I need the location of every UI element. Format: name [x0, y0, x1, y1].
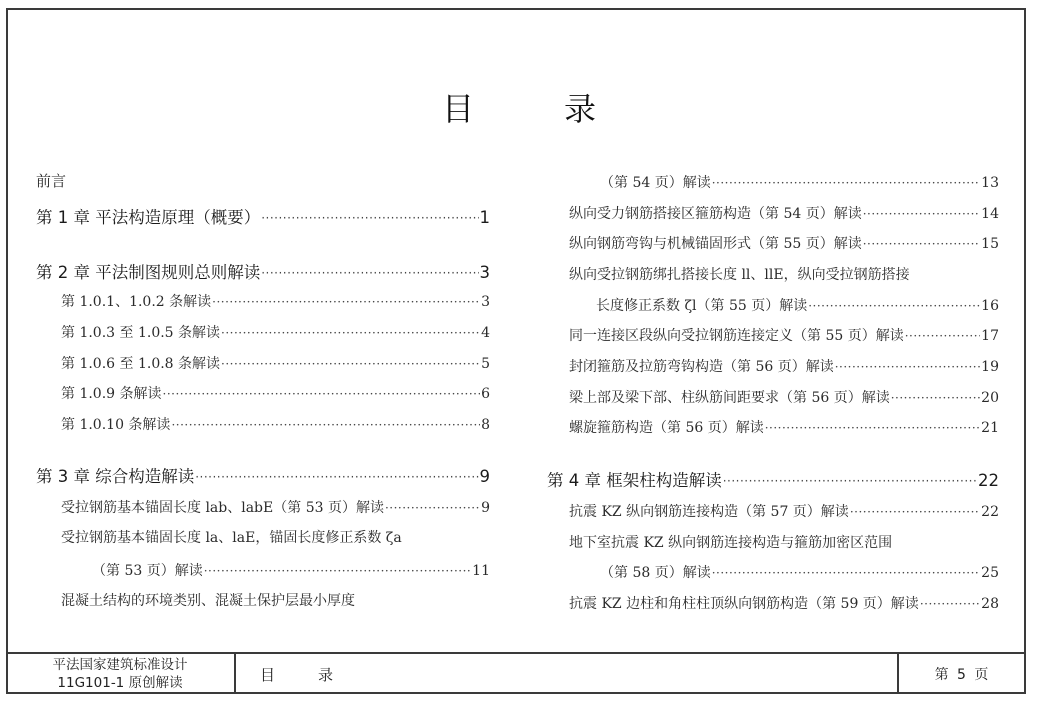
- leader-dots: [204, 562, 471, 580]
- leader-dots: [221, 355, 480, 373]
- toc-entry-section[interactable]: 纵向受力钢筋搭接区箍筋构造（第 54 页）解读 ····· 14: [547, 205, 999, 223]
- toc-entry-section[interactable]: 梁上部及梁下部、柱纵筋间距要求（第 56 页）解读 ····· 20: [547, 389, 999, 407]
- toc-entry-section[interactable]: 第 1.0.3 至 1.0.5 条解读 ····· 4: [36, 324, 490, 342]
- leader-dots: [712, 174, 980, 192]
- toc-entry-section[interactable]: 纵向钢筋弯钩与机械锚固形式（第 55 页）解读 ····· 15: [547, 235, 999, 253]
- leader-dots: [920, 595, 980, 613]
- toc-entry-section[interactable]: 螺旋箍筋构造（第 56 页）解读 ····· 21: [547, 419, 999, 437]
- leader-dots: [261, 264, 478, 282]
- toc-entry-section[interactable]: 第 1.0.9 条解读 ····· 6: [36, 385, 490, 403]
- leader-dots: [905, 327, 980, 345]
- page-number: 25: [981, 565, 999, 581]
- leader-dots: [212, 293, 480, 311]
- page-number: 1: [479, 208, 490, 227]
- page-title: [0, 84, 1038, 130]
- toc-entry-section[interactable]: 封闭箍筋及拉筋弯钩构造（第 56 页）解读 ····· 19: [547, 358, 999, 376]
- page-number: 19: [981, 359, 999, 375]
- toc-entry-section[interactable]: 同一连接区段纵向受拉钢筋连接定义（第 55 页）解读 ····· 17: [547, 327, 999, 345]
- page-label: 第 5 页: [934, 667, 991, 683]
- toc-entry-section[interactable]: 地下室抗震 KZ 纵向钢筋连接构造与箍筋加密区范围: [569, 535, 893, 551]
- toc-entry-chapter-4[interactable]: 第 4 章 框架柱构造解读 ····· 22: [547, 472, 999, 490]
- section-title-cell: [236, 654, 899, 694]
- leader-dots: [765, 419, 980, 437]
- toc-entry-continuation[interactable]: （第 53 页）解读 ····· 11: [36, 562, 490, 580]
- page-number-cell: [899, 654, 1026, 694]
- page-number: 22: [978, 471, 999, 490]
- toc-entry-section[interactable]: 纵向受拉钢筋绑扎搭接长度 ll、llE，纵向受拉钢筋搭接: [569, 267, 910, 283]
- leader-dots: [261, 209, 478, 227]
- page-number: 4: [481, 325, 490, 341]
- page-number: 15: [981, 236, 999, 252]
- title-char-1: 目: [441, 90, 474, 128]
- series-cell: [6, 654, 236, 694]
- page-number: 17: [981, 328, 999, 344]
- leader-dots: [221, 324, 480, 342]
- page-number: 3: [479, 263, 490, 282]
- page-number: 5: [481, 356, 490, 372]
- page-number: 3: [481, 294, 490, 310]
- toc-entry-section[interactable]: 抗震 KZ 纵向钢筋连接构造（第 57 页）解读 ····· 22: [547, 503, 999, 521]
- title-char-2: 录: [564, 90, 597, 128]
- section-title-char-2: 录: [318, 665, 334, 684]
- toc-entry-section[interactable]: 第 1.0.6 至 1.0.8 条解读 ····· 5: [36, 355, 490, 373]
- section-title-char-1: 目: [260, 665, 276, 684]
- leader-dots: [863, 205, 980, 223]
- toc-entry-chapter-1[interactable]: 第 1 章 平法构造原理（概要） ····· 1: [36, 209, 490, 227]
- toc-entry-preface[interactable]: 前言: [36, 172, 67, 190]
- leader-dots: [163, 385, 481, 403]
- page-number: 28: [981, 596, 999, 612]
- leader-dots: [835, 358, 980, 376]
- page-number: 11: [472, 563, 490, 579]
- page-number: 9: [481, 500, 490, 516]
- page-number: 21: [981, 420, 999, 436]
- series-code: 11G101-1 原创解读: [57, 675, 183, 691]
- toc-entry-section[interactable]: 受拉钢筋基本锚固长度 la、laE，锚固长度修正系数 ζa: [61, 530, 402, 546]
- toc-entry-section[interactable]: 受拉钢筋基本锚固长度 lab、labE（第 53 页）解读 ····· 9: [36, 499, 490, 517]
- page-number: 9: [479, 467, 490, 486]
- leader-dots: [195, 468, 478, 486]
- leader-dots: [712, 564, 980, 582]
- leader-dots: [385, 499, 480, 517]
- toc-entry-continuation[interactable]: （第 54 页）解读 ····· 13: [547, 174, 999, 192]
- toc-entry-section[interactable]: 混凝土结构的环境类别、混凝土保护层最小厚度: [61, 593, 355, 609]
- page-number: 16: [981, 298, 999, 314]
- page-number: 13: [981, 175, 999, 191]
- page-number: 8: [481, 417, 490, 433]
- leader-dots: [723, 472, 977, 490]
- page-number: 6: [481, 386, 490, 402]
- leader-dots: [850, 503, 980, 521]
- toc-entry-continuation[interactable]: 长度修正系数 ζl（第 55 页）解读 ····· 16: [547, 297, 999, 315]
- toc-entry-continuation[interactable]: （第 58 页）解读 ····· 25: [547, 564, 999, 582]
- page-number: 14: [981, 206, 999, 222]
- leader-dots: [808, 297, 980, 315]
- toc-entry-chapter-3[interactable]: 第 3 章 综合构造解读 ····· 9: [36, 468, 490, 486]
- leader-dots: [891, 389, 980, 407]
- series-name: 平法国家建筑标准设计: [52, 657, 188, 673]
- page-number: 20: [981, 390, 999, 406]
- leader-dots: [863, 235, 980, 253]
- toc-entry-section[interactable]: 第 1.0.10 条解读 ····· 8: [36, 416, 490, 434]
- toc-entry-section[interactable]: 第 1.0.1、1.0.2 条解读 ····· 3: [36, 293, 490, 311]
- toc-entry-chapter-2[interactable]: 第 2 章 平法制图规则总则解读 ····· 3: [36, 264, 490, 282]
- page-number: 22: [981, 504, 999, 520]
- toc-entry-section[interactable]: 抗震 KZ 边柱和角柱柱顶纵向钢筋构造（第 59 页）解读 ····· 28: [547, 595, 999, 613]
- leader-dots: [171, 416, 480, 434]
- title-block: [6, 652, 1026, 694]
